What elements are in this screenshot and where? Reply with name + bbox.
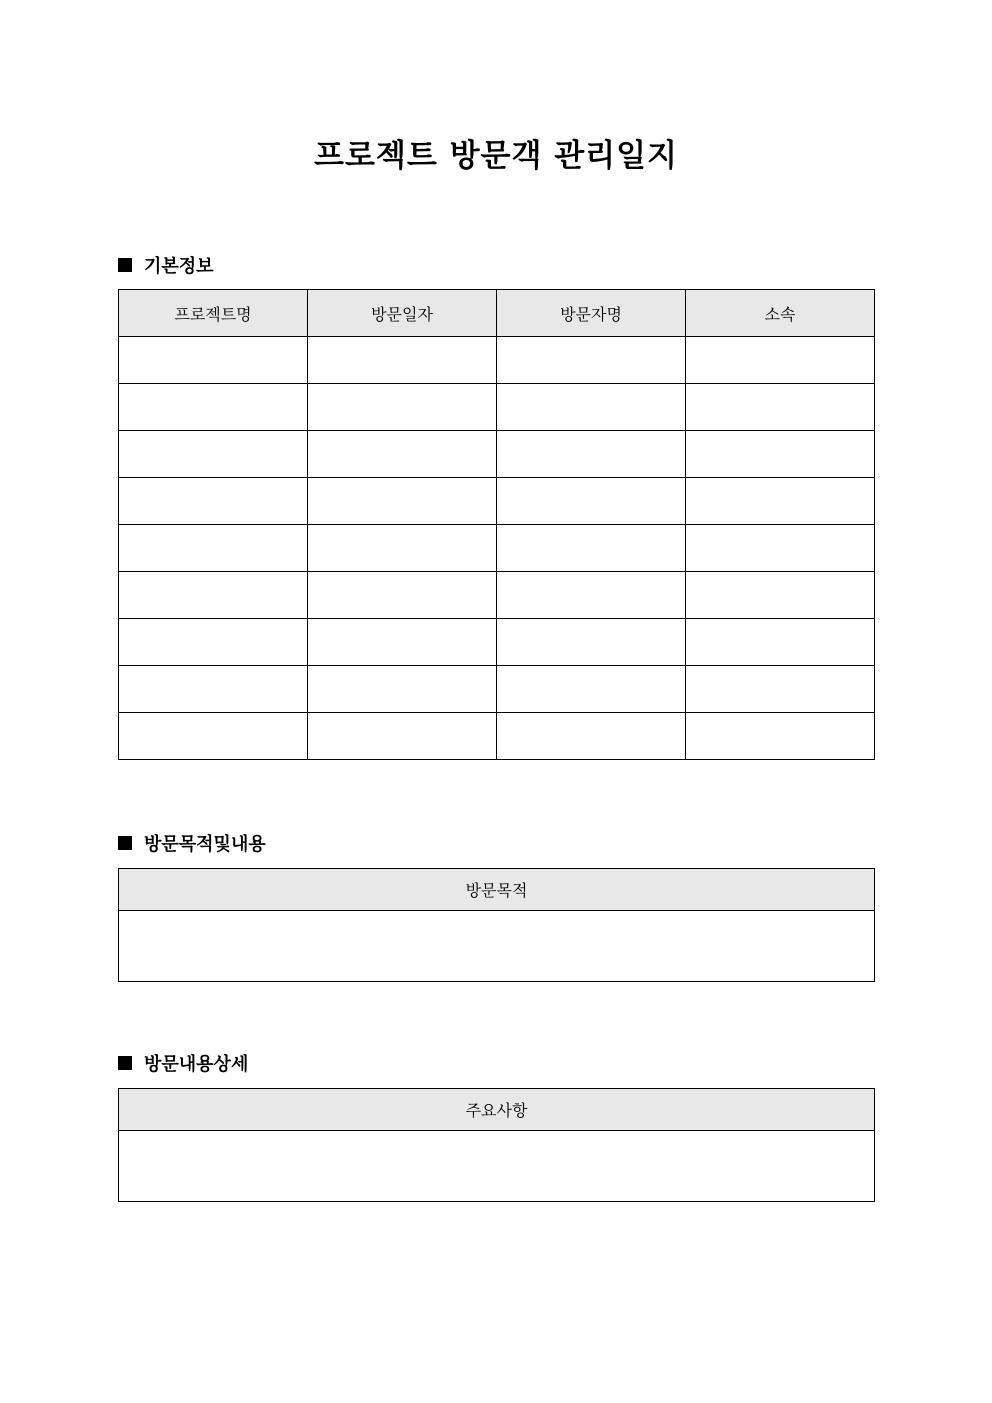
- section-heading-basic-info: [118, 252, 214, 278]
- table-header-row: [119, 869, 875, 911]
- table-cell[interactable]: [497, 619, 686, 666]
- table-cell[interactable]: [686, 384, 875, 431]
- section-heading-details: [118, 1050, 248, 1076]
- table-row: [119, 337, 875, 384]
- square-bullet-icon: [118, 258, 132, 272]
- purpose-input-cell[interactable]: [119, 911, 875, 982]
- table-cell[interactable]: [497, 384, 686, 431]
- table-row: [119, 911, 875, 982]
- table-header-row: [119, 290, 875, 337]
- page-title: 프로젝트 방문객 관리일지: [314, 138, 678, 174]
- basic-info-table-body: [119, 337, 875, 760]
- table-cell[interactable]: [308, 666, 497, 713]
- table-cell[interactable]: [119, 572, 308, 619]
- table-cell[interactable]: [686, 525, 875, 572]
- table-header-row: [119, 1089, 875, 1131]
- table-cell[interactable]: [686, 666, 875, 713]
- column-header-visit-date: 방문일자: [308, 290, 497, 337]
- section-heading-label: 방문내용상세: [144, 1054, 249, 1075]
- details-input-cell[interactable]: [119, 1131, 875, 1202]
- table-cell[interactable]: [308, 525, 497, 572]
- column-header-purpose: 방문목적: [119, 869, 875, 911]
- square-bullet-icon: [118, 1056, 132, 1070]
- table-cell[interactable]: [686, 478, 875, 525]
- section-heading-label: 기본정보: [144, 256, 214, 277]
- section-heading-purpose: [118, 830, 266, 856]
- purpose-table: [118, 868, 875, 982]
- table-cell[interactable]: [686, 572, 875, 619]
- table-cell[interactable]: [686, 713, 875, 760]
- table-cell[interactable]: [119, 666, 308, 713]
- column-header-affiliation: 소속: [686, 290, 875, 337]
- table-cell[interactable]: [308, 619, 497, 666]
- table-row: [119, 666, 875, 713]
- table-row: [119, 619, 875, 666]
- table-cell[interactable]: [119, 384, 308, 431]
- table-cell[interactable]: [497, 431, 686, 478]
- table-cell[interactable]: [119, 525, 308, 572]
- table-row: [119, 431, 875, 478]
- table-cell[interactable]: [497, 666, 686, 713]
- section-heading-label: 방문목적및내용: [144, 834, 266, 855]
- basic-info-table: [118, 289, 875, 760]
- column-header-visitor-name: 방문자명: [497, 290, 686, 337]
- table-cell[interactable]: [308, 478, 497, 525]
- table-row: [119, 478, 875, 525]
- column-header-project-name: 프로젝트명: [119, 290, 308, 337]
- table-cell[interactable]: [686, 337, 875, 384]
- details-table: [118, 1088, 875, 1202]
- table-cell[interactable]: [497, 525, 686, 572]
- square-bullet-icon: [118, 836, 132, 850]
- table-cell[interactable]: [308, 713, 497, 760]
- table-row: [119, 384, 875, 431]
- table-cell[interactable]: [119, 713, 308, 760]
- table-row: [119, 525, 875, 572]
- table-cell[interactable]: [497, 713, 686, 760]
- table-cell[interactable]: [686, 619, 875, 666]
- table-cell[interactable]: [497, 572, 686, 619]
- table-cell[interactable]: [308, 572, 497, 619]
- table-row: [119, 1131, 875, 1202]
- table-cell[interactable]: [308, 384, 497, 431]
- table-cell[interactable]: [497, 337, 686, 384]
- table-cell[interactable]: [308, 431, 497, 478]
- table-cell[interactable]: [497, 478, 686, 525]
- table-cell[interactable]: [119, 337, 308, 384]
- table-cell[interactable]: [119, 619, 308, 666]
- table-cell[interactable]: [119, 478, 308, 525]
- column-header-key-points: 주요사항: [119, 1089, 875, 1131]
- table-cell[interactable]: [686, 431, 875, 478]
- table-row: [119, 713, 875, 760]
- table-cell[interactable]: [119, 431, 308, 478]
- table-cell[interactable]: [308, 337, 497, 384]
- table-row: [119, 572, 875, 619]
